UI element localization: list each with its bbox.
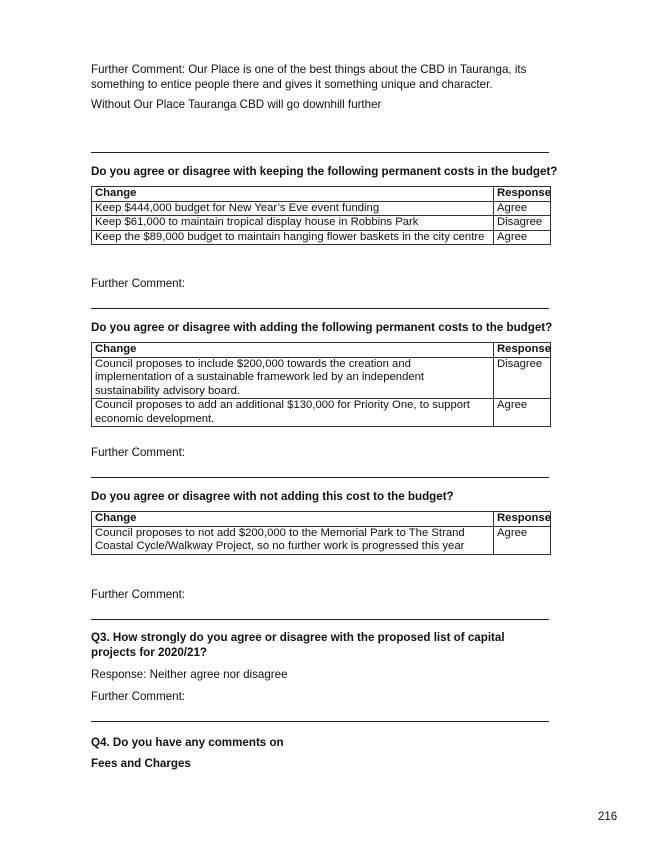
question-heading: Do you agree or disagree with adding the following permanent costs to the budget? (91, 321, 553, 334)
table-row (92, 216, 551, 231)
q3-response: Response: Neither agree nor disagree (91, 668, 288, 681)
further-comment-label: Further Comment: (91, 588, 186, 601)
divider (91, 152, 549, 153)
page-number: 216 (598, 811, 618, 823)
comment-text: Without Our Place Tauranga CBD will go downhill further (91, 98, 382, 111)
header-change: Change (92, 187, 494, 202)
q4-heading: Q4. Do you have any comments on (91, 736, 284, 749)
header-change: Change (92, 343, 494, 358)
response-cell: Agree (494, 201, 551, 216)
table-header-row (92, 187, 551, 202)
table-header-row (92, 512, 551, 527)
divider (91, 308, 549, 309)
header-response: Response (494, 512, 551, 527)
response-cell: Agree (494, 526, 551, 554)
response-cell: Disagree (494, 216, 551, 231)
change-cell: Council proposes to add an additional $130,000 for Priority One, to support economic development. (92, 399, 494, 427)
header-response: Response (494, 187, 551, 202)
table-row (92, 230, 551, 245)
change-cell: Keep $444,000 budget for New Year’s Eve event funding (92, 201, 494, 216)
further-comment-text: Further Comment: Our Place is one of the best things about the CBD in Tauranga, its something to entice people there and gives it something unique and character. (91, 63, 527, 91)
table-row (92, 526, 551, 554)
response-cell: Agree (494, 230, 551, 245)
response-cell: Disagree (494, 357, 551, 399)
costs-table (91, 186, 551, 245)
table-row (92, 399, 551, 427)
divider (91, 477, 549, 478)
further-comment-label: Further Comment: (91, 277, 186, 290)
q3-heading: Q3. How strongly do you agree or disagree with the proposed list of capital projects for 2020/21? (91, 631, 505, 659)
header-change: Change (92, 512, 494, 527)
response-cell: Agree (494, 399, 551, 427)
divider (91, 619, 549, 620)
question-heading: Do you agree or disagree with keeping the following permanent costs in the budget? (91, 165, 558, 178)
q4-subheading: Fees and Charges (91, 757, 191, 770)
header-response: Response (494, 343, 551, 358)
change-cell: Council proposes to not add $200,000 to the Memorial Park to The Strand Coastal Cycle/Walkway Project, so no further work is progressed this year (92, 526, 494, 554)
divider (91, 721, 549, 722)
question-heading: Do you agree or disagree with not adding this cost to the budget? (91, 490, 454, 503)
table-row (92, 357, 551, 399)
change-cell: Keep the $89,000 budget to maintain hanging flower baskets in the city centre (92, 230, 494, 245)
table-row (92, 201, 551, 216)
further-comment-label: Further Comment: (91, 690, 186, 703)
costs-table (91, 342, 551, 427)
table-header-row (92, 343, 551, 358)
further-comment-label: Further Comment: (91, 446, 186, 459)
costs-table (91, 511, 551, 555)
change-cell: Council proposes to include $200,000 towards the creation and implementation of a sustainable framework led by an independent sustainability advisory board. (92, 357, 494, 399)
change-cell: Keep $61,000 to maintain tropical display house in Robbins Park (92, 216, 494, 231)
